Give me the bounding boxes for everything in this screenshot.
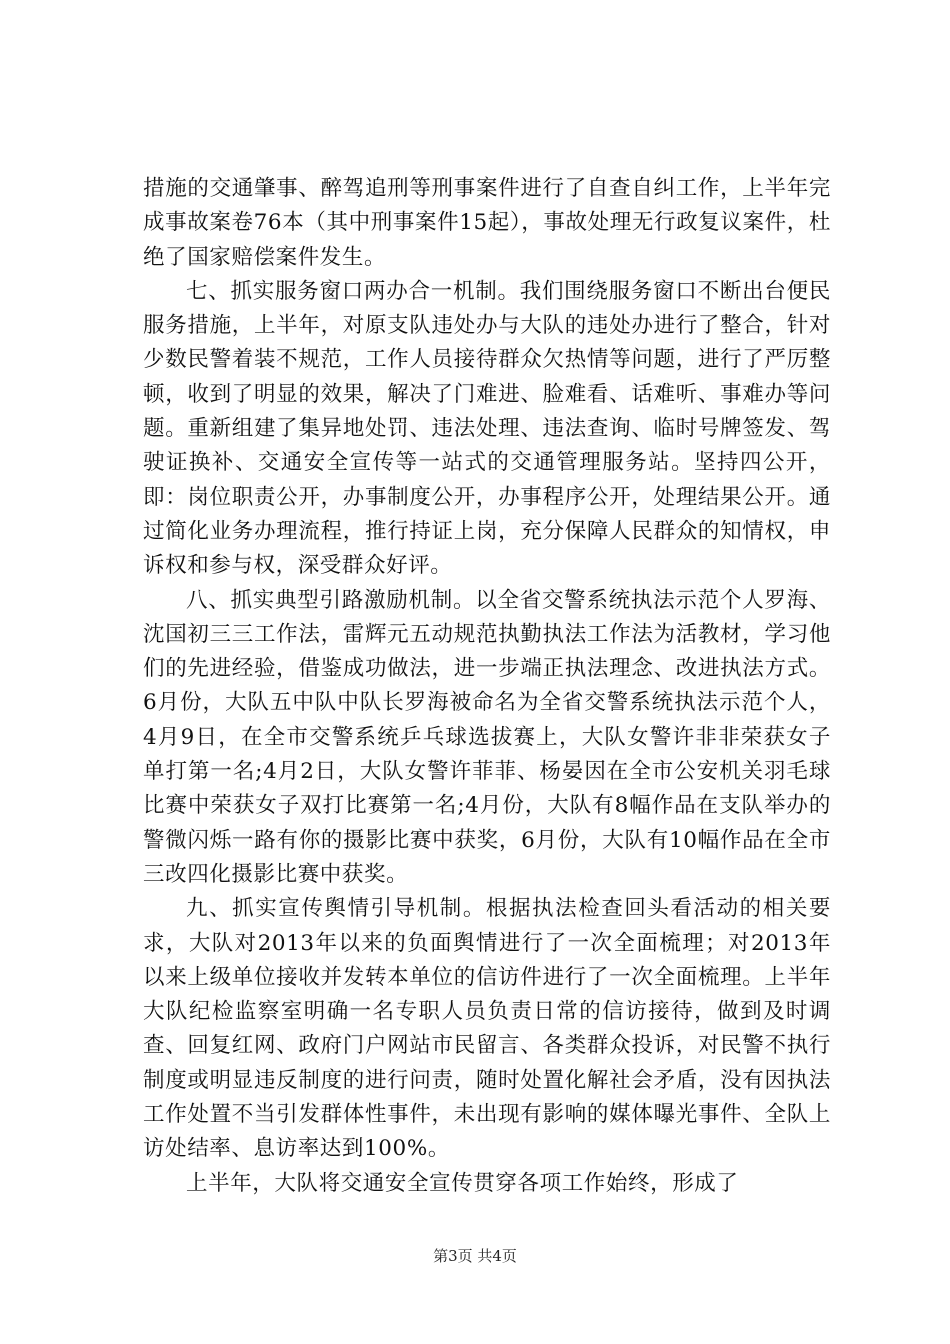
paragraph-summary: 上半年，大队将交通安全宣传贯穿各项工作始终，形成了 [186, 1170, 739, 1196]
document-body [143, 172, 831, 1201]
paragraph-section-seven: 七、抓实服务窗口两办合一机制。我们围绕服务窗口不断出台便民服务措施，上半年，对原支队违处办与大队的违处办进行了整合，针对少数民警着装不规范，工作人员接待群众欠热情等问题，进行了严厉整顿，收到了明显的效果，解决了门难进、脸难看、话难听、事难办等问题。重新组建了集异地处罚、违法处理、违法查询、临时号牌签发、驾驶证换补、交通安全宣传等一站式的交通管理服务站。坚持四公开，即：岗位职责公开，办事制度公开，办事程序公开，处理结果公开。通过简化业务办理流程，推行持证上岗，充分保障人民群众的知情权，申诉权和参与权，深受群众好评。 [143, 278, 831, 579]
paragraph-section-nine: 九、抓实宣传舆情引导机制。根据执法检查回头看活动的相关要求，大队对2013年以来的负面舆情进行了一次全面梳理；对2013年以来上级单位接收并发转本单位的信访件进行了一次全面梳理。上半年大队纪检监察室明确一名专职人员负责日常的信访接待，做到及时调查、回复红网、政府门户网站市民留言、各类群众投诉，对民警不执行制度或明显违反制度的进行问责，随时处置化解社会矛盾，没有因执法工作处置不当引发群体性事件，未出现有影响的媒体曝光事件、全队上访处结率、息访率达到100%。 [143, 896, 831, 1162]
paragraph-continuation: 措施的交通肇事、醉驾追刑等刑事案件进行了自查自纠工作，上半年完成事故案卷76本（其中刑事案件15起），事故处理无行政复议案件，杜绝了国家赔偿案件发生。 [143, 176, 831, 270]
paragraph-section-eight: 八、抓实典型引路激励机制。以全省交警系统执法示范个人罗海、沈国初三三工作法，雷辉元五动规范执勤执法工作法为活教材，学习他们的先进经验，借鉴成功做法，进一步端正执法理念、改进执法方式。6月份，大队五中队中队长罗海被命名为全省交警系统执法示范个人，4月9日，在全市交警系统乒乓球选拔赛上，大队女警许非非荣获女子单打第一名;4月2日，大队女警许菲菲、杨晏因在全市公安机关羽毛球比赛中荣获女子双打比赛第一名;4月份，大队有8幅作品在支队举办的警微闪烁一路有你的摄影比赛中获奖，6月份，大队有10幅作品在全市三改四化摄影比赛中获奖。 [143, 587, 831, 887]
page-footer: 第3页 共4页 [433, 1247, 517, 1265]
